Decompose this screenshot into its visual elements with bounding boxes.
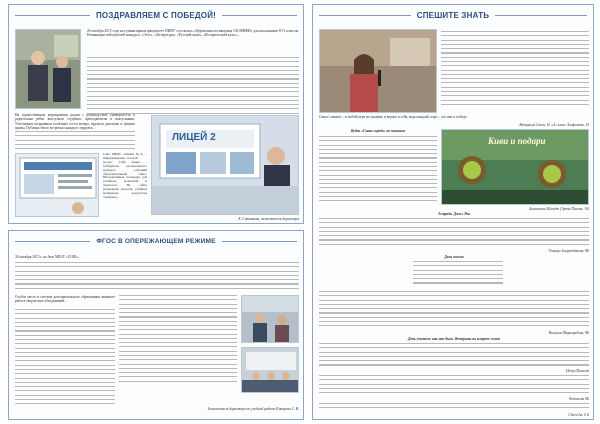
banner-label: ЛИЦЕЙ 2 bbox=[172, 132, 216, 143]
fgos-body: Особое место в системе дополнительного образования занимает работа творческих объединений... bbox=[15, 295, 115, 304]
kiwi-event-photo bbox=[441, 129, 589, 205]
congrats-header bbox=[9, 5, 303, 25]
news-sig-3: Эльвира Заирутдинова, 8Б bbox=[548, 249, 589, 253]
news-sig-1: Ватрушев Саша, 10 «А» класс Агафонова, 10 bbox=[519, 123, 589, 127]
body-lines bbox=[15, 131, 135, 151]
news-header bbox=[313, 5, 593, 25]
news-para-main: Самое главное – в любой игре не унывать и верить в себя, ведь каждый старт – это шаг к победе. bbox=[319, 115, 468, 119]
news-lines-5 bbox=[319, 291, 589, 331]
news-lines-6 bbox=[319, 343, 589, 369]
news-sig-7: Сбоев Ан. 6 Б bbox=[568, 413, 589, 417]
news-lines-4 bbox=[413, 261, 503, 289]
website-photo bbox=[15, 153, 99, 217]
news-lines-1 bbox=[441, 31, 589, 113]
fgos-section bbox=[8, 230, 304, 420]
subheading-3: День поэзии bbox=[444, 255, 464, 259]
news-sig-5: Пётр Шинелёв bbox=[565, 369, 589, 373]
section1-signature: Е. Ситникова, заместитель директора bbox=[238, 217, 299, 221]
subheading-2: Эстрада. Джаз. Рок bbox=[437, 212, 471, 216]
classroom-photo-1 bbox=[241, 295, 299, 343]
site-text: Сайт МБОУ «Лицей №2» – информационно-сетевой ресурс. Сайт лицея – победитель регионального конкурса «Лучший образовательный сайт». Интерактивная площадка для учеников, родителей и педагогов. На сайте размещены новости, учебные материалы, результаты олимпиад... bbox=[103, 153, 147, 199]
fgos-header bbox=[9, 231, 303, 251]
left-column bbox=[8, 4, 304, 420]
news-title: СПЕШИТЕ ЗНАТЬ bbox=[411, 11, 496, 20]
lyceum-banner-photo bbox=[151, 115, 299, 215]
news-lines-8 bbox=[319, 403, 589, 413]
kiwi-caption: Киви и подари bbox=[488, 136, 546, 146]
concert-photo bbox=[319, 29, 437, 113]
news-lines-3 bbox=[319, 218, 589, 250]
news-lines-2 bbox=[319, 136, 437, 206]
body-text: На торжественном мероприятии рядом с руководством университета и родителями ребят выступали студенты, преподаватели и выпускники. Участников поздравили почётные гости вечера, вручили дипломы и ценные призы. Публика тепло встречала каждого лауреата... bbox=[15, 113, 135, 130]
subheading-4: День учителя: как это было. Ветераны на встрече гостя bbox=[407, 337, 500, 341]
fgos-lines-top bbox=[15, 262, 299, 292]
classroom-photo-2 bbox=[241, 347, 299, 393]
news-section bbox=[312, 4, 594, 420]
fgos-title: ФГОС В ОПЕРЕЖАЮЩЕМ РЕЖИМЕ bbox=[90, 238, 221, 245]
news-sig-4: Валерия Шкраградова, 8Б bbox=[548, 331, 589, 335]
fgos-intro: 30 октября 2015 г. на базе МБОУ «СОШ»... bbox=[15, 255, 82, 259]
fgos-signature: Заместитель директора по учебной работе Кикарова С. В. bbox=[207, 407, 299, 411]
news-lines-7 bbox=[319, 375, 589, 397]
intro-lines bbox=[87, 57, 299, 117]
fgos-lines-mid bbox=[119, 295, 237, 391]
fgos-lines-left bbox=[15, 309, 115, 409]
news-sig-2: Анастасия Шмидт (Эрика Пасова, 10) bbox=[529, 207, 589, 211]
section-title: ПОЗДРАВЛЯЕМ С ПОБЕДОЙ! bbox=[90, 11, 222, 20]
news-sig-6: Котенева 8Б bbox=[569, 397, 589, 401]
intro-text: 26 октября 2015 года на гуманитарном факультете НИЯУ состоялась «Церемония посвящения 100 МИФИ» для школьников 8-11 классов. Номинации победителей конкурса: «Эссе», «Литература», «Русский язык», «Истоpический класс»... bbox=[87, 29, 299, 38]
subheading-1: Кубок «Главы города» по шашкам bbox=[351, 129, 405, 133]
congrats-section bbox=[8, 4, 304, 224]
ceremony-photo bbox=[15, 29, 81, 109]
